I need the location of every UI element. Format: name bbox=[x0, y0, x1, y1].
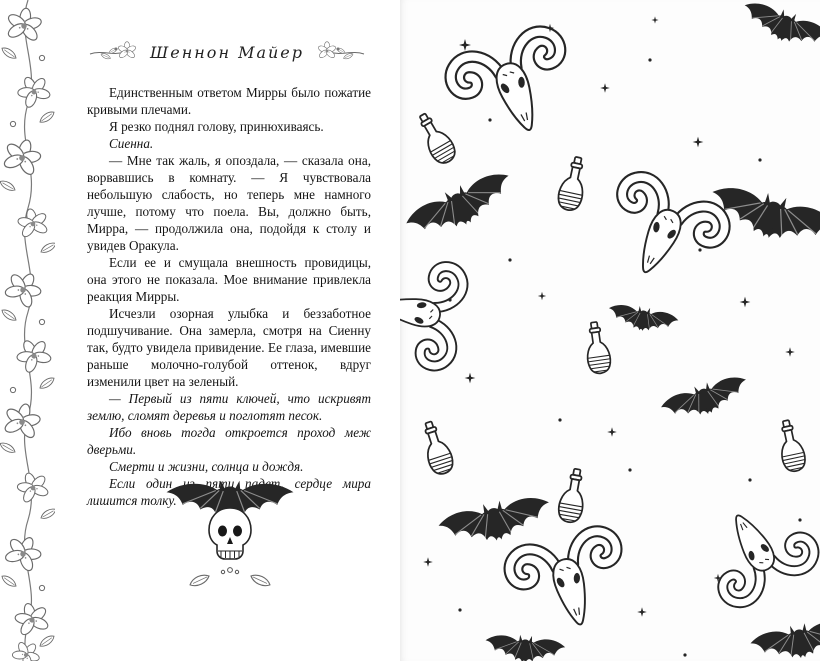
bat-icon bbox=[484, 632, 566, 661]
potion-bottle-icon bbox=[417, 419, 456, 477]
sparkle-star-icon bbox=[465, 373, 476, 384]
potion-bottle-icon bbox=[557, 467, 589, 524]
endpaper-pattern-page bbox=[400, 0, 820, 661]
endpaper-pattern-icon bbox=[400, 0, 820, 661]
paragraph: Единственным ответом Мирры было пожатие кривыми плечами. bbox=[87, 85, 371, 117]
sparkle-star-icon bbox=[607, 427, 617, 437]
bat-icon bbox=[401, 165, 519, 247]
floral-garland-icon bbox=[0, 0, 55, 661]
potion-bottle-icon bbox=[556, 155, 590, 212]
bat-icon bbox=[749, 616, 820, 661]
bat-skull-emblem-icon bbox=[155, 472, 305, 588]
running-head bbox=[85, 40, 369, 64]
paragraph: Исчезли озорная улыбка и беззаботное подшучивание. Она замерла, смотря на Сиенну так, будто увидела привидение. Ее глаза, имевшие раньше молочно-голубой оттенок, вдруг изменили цвет на зеленый. bbox=[87, 306, 371, 389]
sparkle-star-icon bbox=[538, 292, 546, 300]
sparkle-star-icon bbox=[693, 137, 704, 148]
ram-skull-icon bbox=[694, 490, 820, 609]
paragraph: Смерти и жизни, солнца и дождя. bbox=[109, 459, 304, 474]
sparkle-star-icon bbox=[785, 347, 795, 357]
author-name: Шеннон Майер bbox=[150, 42, 304, 62]
sparkle-star-icon bbox=[637, 607, 647, 617]
sparkle-star-icon bbox=[651, 16, 658, 23]
paragraph: Сиенна. bbox=[109, 136, 154, 151]
paragraph: Я резко поднял голову, принюхиваясь. bbox=[109, 119, 324, 134]
paragraph: Если один из пяти падет, сердце мира лишится толку. bbox=[87, 476, 371, 508]
sparkle-star-icon bbox=[459, 39, 471, 51]
ram-skull-icon bbox=[505, 527, 633, 639]
left-page bbox=[55, 0, 400, 661]
sparkle-star-icon bbox=[423, 557, 433, 567]
ram-skull-icon bbox=[595, 171, 731, 296]
paragraph: Если ее и смущала внешность провидицы, она этого не показала. Мое внимание привлекла реакция Мирры. bbox=[87, 255, 371, 304]
potion-bottle-icon bbox=[583, 321, 612, 375]
bat-icon bbox=[436, 491, 554, 552]
bat-icon bbox=[606, 301, 680, 337]
bat-icon bbox=[738, 0, 820, 55]
sparkle-star-icon bbox=[740, 297, 751, 308]
sparkle-star-icon bbox=[600, 83, 610, 93]
floral-sprig-left-icon bbox=[88, 40, 138, 64]
bat-icon bbox=[658, 371, 752, 428]
floral-garland-border bbox=[0, 0, 55, 661]
paragraph: Ибо вновь тогда откроется проход меж дверьми. bbox=[87, 425, 371, 457]
paragraph: — Мне так жаль, я опоздала, — сказала она, ворвавшись в комнату. — Я чувствовала небольшую слабость, но теперь мне намного лучше, потому что поела. Вы, должно быть, Мирра, — продолжила она, подойдя к столу и увидев Оракула. bbox=[87, 153, 371, 253]
paragraph: — Первый из пяти ключей, что искривят землю, сломят деревья и поглотят песок. bbox=[87, 391, 371, 423]
star-dots bbox=[448, 58, 801, 656]
potion-bottle-icon bbox=[412, 109, 459, 167]
ram-skull-icon bbox=[400, 256, 466, 369]
body-text bbox=[87, 84, 371, 509]
floral-sprig-right-icon bbox=[316, 40, 366, 64]
potion-bottle-icon bbox=[775, 418, 808, 473]
